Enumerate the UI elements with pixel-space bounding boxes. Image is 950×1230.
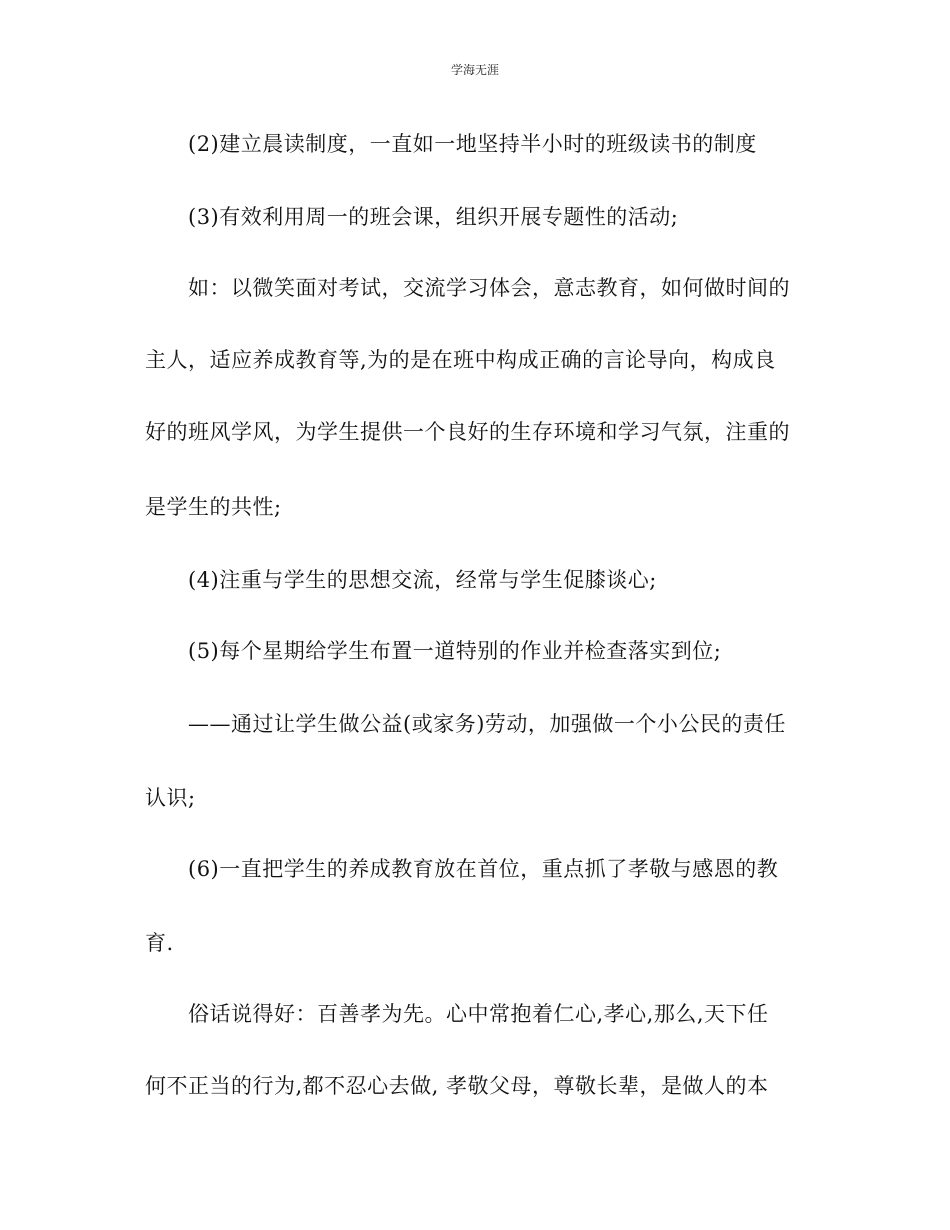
text-line-5: 好的班风学风，为学生提供一个良好的生存环境和学习气氛，注重的 [145,420,790,444]
text-line-7: (4)注重与学生的思想交流，经常与学生促膝谈心; [188,568,657,592]
text-line-10: 认识; [145,786,196,810]
text-line-3: 如：以微笑面对考试，交流学习体会，意志教育，如何做时间的 [188,276,790,300]
text-line-13: 俗话说得好：百善孝为先。心中常抱着仁心,孝心,那么,天下任 [188,1002,769,1026]
text-line-2: (3)有效利用周一的班会课，组织开展专题性的活动; [188,205,679,229]
text-line-6: 是学生的共性; [145,495,282,519]
text-line-14: 何不正当的行为,都不忍心去做, 孝敬父母，尊敬长辈，是做人的本 [145,1074,769,1098]
text-line-9: ——通过让学生做公益(或家务)劳动，加强做一个小公民的责任 [188,712,786,736]
page-header: 学海无涯 [450,63,499,77]
text-line-4: 主人，适应养成教育等,为的是在班中构成正确的言论导向，构成良 [145,348,776,372]
text-line-11: (6)一直把学生的养成教育放在首位，重点抓了孝敬与感恩的教 [188,857,779,881]
text-line-1: (2)建立晨读制度，一直如一地坚持半小时的班级读书的制度 [188,132,757,156]
text-line-8: (5)每个星期给学生布置一道特别的作业并检查落实到位; [188,639,722,663]
text-line-12: 育. [145,931,174,955]
